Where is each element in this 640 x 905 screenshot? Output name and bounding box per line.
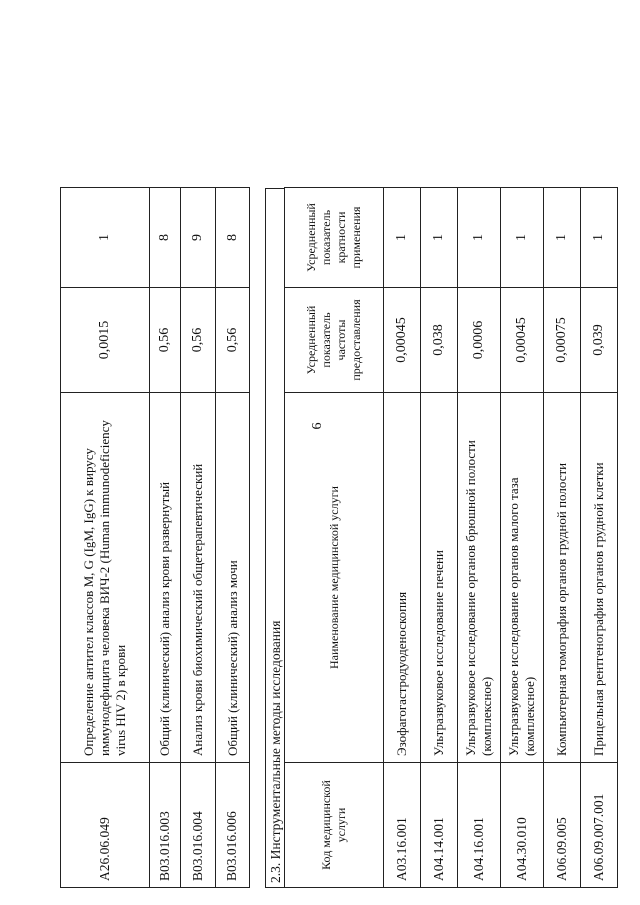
service-code: A04.30.010 <box>501 763 544 888</box>
multiplicity-value: 1 <box>501 188 544 288</box>
rotated-content <box>60 188 607 888</box>
lab-tests-table <box>60 187 250 888</box>
header-multiplicity: Усредненный показатель кратности применения <box>285 188 384 288</box>
service-name: Ультразвуковое исследование органов малого таза (комплексное) <box>501 393 544 763</box>
section-title: 2.3. Инструментальные методы исследования <box>265 188 285 888</box>
frequency-value: 0,00045 <box>384 288 421 393</box>
frequency-value: 0,038 <box>421 288 458 393</box>
frequency-value: 0,0006 <box>458 288 501 393</box>
table-header-row <box>285 188 384 888</box>
service-name: Прицельная рентгенография органов грудной клетки <box>581 393 618 763</box>
service-code: A04.14.001 <box>421 763 458 888</box>
service-code: A06.09.005 <box>544 763 581 888</box>
service-name: Компьютерная томография органов грудной полости <box>544 393 581 763</box>
table-row <box>501 188 544 888</box>
frequency-value: 0,039 <box>581 288 618 393</box>
frequency-value: 0,56 <box>181 288 216 393</box>
instrumental-methods-table <box>284 187 618 888</box>
header-frequency: Усредненный показатель частоты предоставления <box>285 288 384 393</box>
multiplicity-value: 9 <box>181 188 216 288</box>
table-row <box>458 188 501 888</box>
table-row <box>384 188 421 888</box>
service-name: Анализ крови биохимический общетерапевтический <box>181 393 216 763</box>
multiplicity-value: 1 <box>384 188 421 288</box>
multiplicity-value: 1 <box>61 188 150 288</box>
service-code: B03.016.004 <box>181 763 216 888</box>
multiplicity-value: 8 <box>216 188 250 288</box>
service-code: B03.016.003 <box>150 763 181 888</box>
service-name: Определение антител классов M, G (IgM, IgG) к вирусу иммунодефицита человека ВИЧ-2 (Human immunodeficiency virus HIV 2) в крови <box>61 393 150 763</box>
service-code: A04.16.001 <box>458 763 501 888</box>
table-row <box>421 188 458 888</box>
service-name: Ультразвуковое исследование органов брюшной полости (комплексное) <box>458 393 501 763</box>
page-number: 6 <box>310 422 325 430</box>
multiplicity-value: 1 <box>458 188 501 288</box>
multiplicity-value: 1 <box>544 188 581 288</box>
header-code: Код медицинской услуги <box>285 763 384 888</box>
multiplicity-value: 1 <box>421 188 458 288</box>
table-row <box>581 188 618 888</box>
service-name: Ультразвуковое исследование печени <box>421 393 458 763</box>
table-row <box>544 188 581 888</box>
multiplicity-value: 8 <box>150 188 181 288</box>
table-row <box>150 188 181 888</box>
service-name: Общий (клинический) анализ крови развернутый <box>150 393 181 763</box>
service-name: Общий (клинический) анализ мочи <box>216 393 250 763</box>
service-name: Эзофагогастродуоденоскопия <box>384 393 421 763</box>
service-code: A26.06.049 <box>61 763 150 888</box>
table-row <box>216 188 250 888</box>
table-row <box>181 188 216 888</box>
multiplicity-value: 1 <box>581 188 618 288</box>
frequency-value: 0,56 <box>150 288 181 393</box>
service-code: A06.09.007.001 <box>581 763 618 888</box>
service-code: B03.016.006 <box>216 763 250 888</box>
service-code: A03.16.001 <box>384 763 421 888</box>
frequency-value: 0,0015 <box>61 288 150 393</box>
frequency-value: 0,56 <box>216 288 250 393</box>
header-name: Наименование медицинской услуги <box>285 393 384 763</box>
frequency-value: 0,00045 <box>501 288 544 393</box>
table-row <box>61 188 150 888</box>
frequency-value: 0,00075 <box>544 288 581 393</box>
